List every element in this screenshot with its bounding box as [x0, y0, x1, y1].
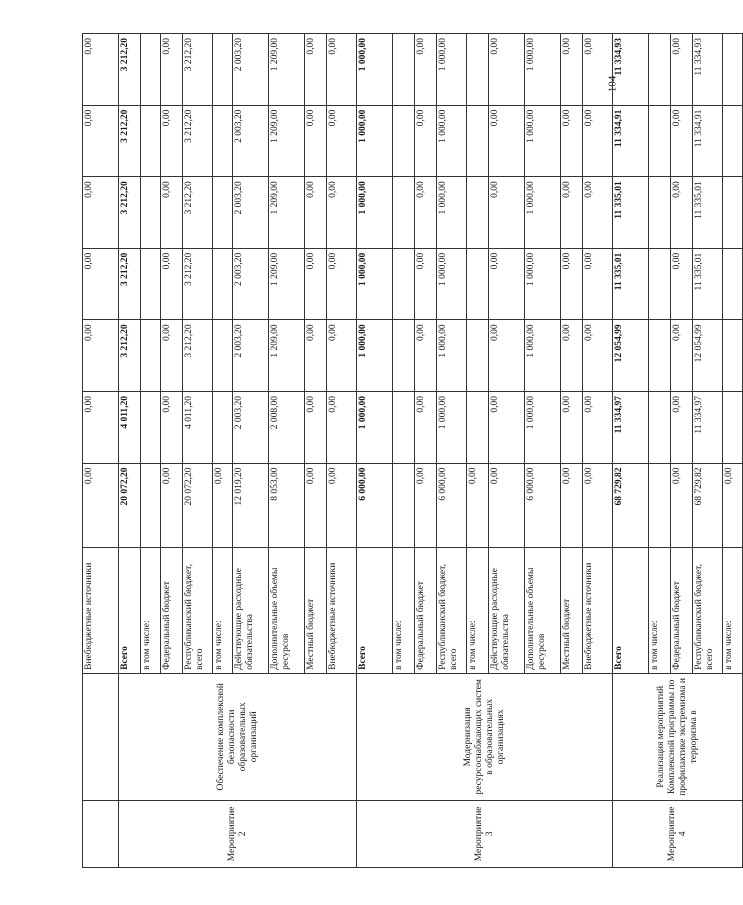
year-amount-cell: [213, 320, 233, 392]
year-amount-cell: 0,00: [489, 248, 525, 320]
activity-code: Мероприятие 3: [357, 800, 613, 867]
year-amount-cell: [723, 105, 743, 177]
year-amount-cell: 3 212,20: [183, 177, 213, 249]
total-amount-cell: [393, 463, 415, 548]
year-amount-cell: 1 000,00: [525, 391, 561, 463]
year-amount-cell: 11 334,91: [613, 105, 649, 177]
year-amount-cell: [467, 34, 489, 106]
year-amount-cell: [723, 391, 743, 463]
funding-source-label: Всего: [357, 548, 393, 674]
total-amount-cell: 0,00: [213, 463, 233, 548]
total-amount-cell: [141, 463, 161, 548]
year-amount-cell: 0,00: [161, 320, 183, 392]
year-amount-cell: [649, 177, 671, 249]
year-amount-cell: 0,00: [161, 105, 183, 177]
year-amount-cell: 3 212,20: [119, 34, 141, 106]
year-amount-cell: 0,00: [583, 177, 613, 249]
year-amount-cell: 0,00: [415, 320, 437, 392]
year-amount-cell: [141, 320, 161, 392]
year-amount-cell: [723, 34, 743, 106]
year-amount-cell: 0,00: [327, 105, 357, 177]
year-amount-cell: [467, 320, 489, 392]
year-amount-cell: 1 000,00: [437, 391, 467, 463]
year-amount-cell: 0,00: [305, 105, 327, 177]
year-amount-cell: 0,00: [83, 34, 119, 106]
year-amount-cell: 0,00: [489, 105, 525, 177]
funding-source-label: в том числе:: [393, 548, 415, 674]
year-amount-cell: 0,00: [489, 34, 525, 106]
year-amount-cell: 0,00: [415, 248, 437, 320]
year-amount-cell: 0,00: [161, 248, 183, 320]
year-amount-cell: 2 003,20: [233, 320, 269, 392]
total-amount-cell: 0,00: [723, 463, 743, 548]
year-amount-cell: 11 334,93: [693, 34, 723, 106]
year-amount-cell: 11 335,01: [693, 177, 723, 249]
total-amount-cell: 68 729,82: [613, 463, 649, 548]
table-row: [613, 34, 649, 868]
funding-source-label: Действующие расходные обязательства: [233, 548, 269, 674]
year-amount-cell: 0,00: [561, 34, 583, 106]
total-amount-cell: 0,00: [467, 463, 489, 548]
total-amount-cell: 0,00: [305, 463, 327, 548]
year-amount-cell: 11 334,91: [693, 105, 723, 177]
year-amount-cell: 0,00: [305, 248, 327, 320]
activity-name: Реализация мероприятий Комплексной программы по профилактике экстремизма и терроризма в: [613, 673, 743, 800]
year-amount-cell: 4 011,20: [119, 391, 141, 463]
year-amount-cell: 0,00: [415, 105, 437, 177]
funding-source-label: Федеральный бюджет: [671, 548, 693, 674]
year-amount-cell: 0,00: [583, 105, 613, 177]
year-amount-cell: 0,00: [305, 177, 327, 249]
year-amount-cell: 0,00: [415, 177, 437, 249]
year-amount-cell: [467, 248, 489, 320]
year-amount-cell: [393, 391, 415, 463]
total-amount-cell: 0,00: [561, 463, 583, 548]
empty-cell: [83, 800, 119, 867]
year-amount-cell: 3 212,20: [119, 105, 141, 177]
year-amount-cell: [467, 105, 489, 177]
year-amount-cell: 0,00: [561, 105, 583, 177]
year-amount-cell: [141, 391, 161, 463]
year-amount-cell: [649, 391, 671, 463]
funding-source-label: Республиканский бюджет, всего: [693, 548, 723, 674]
year-amount-cell: 1 209,00: [269, 320, 305, 392]
funding-source-label: Республиканский бюджет, всего: [437, 548, 467, 674]
total-amount-cell: [649, 463, 671, 548]
funding-source-label: Действующие расходные обязательства: [489, 548, 525, 674]
year-amount-cell: 12 054,99: [613, 320, 649, 392]
year-amount-cell: 3 212,20: [119, 320, 141, 392]
year-amount-cell: 1 000,00: [437, 34, 467, 106]
year-amount-cell: 1 000,00: [525, 177, 561, 249]
year-amount-cell: 3 212,20: [119, 248, 141, 320]
year-amount-cell: [213, 34, 233, 106]
total-amount-cell: 8 053,00: [269, 463, 305, 548]
funding-source-label: Федеральный бюджет: [415, 548, 437, 674]
year-amount-cell: 0,00: [161, 34, 183, 106]
year-amount-cell: 0,00: [489, 320, 525, 392]
year-amount-cell: 12 054,99: [693, 320, 723, 392]
year-amount-cell: 0,00: [489, 177, 525, 249]
year-amount-cell: 0,00: [83, 248, 119, 320]
year-amount-cell: [141, 105, 161, 177]
year-amount-cell: 0,00: [489, 391, 525, 463]
year-amount-cell: 0,00: [583, 34, 613, 106]
year-amount-cell: 0,00: [671, 177, 693, 249]
year-amount-cell: 0,00: [83, 320, 119, 392]
table-row: [83, 34, 119, 868]
funding-source-label: Дополнительные объемы ресурсов: [525, 548, 561, 674]
total-amount-cell: 0,00: [83, 463, 119, 548]
year-amount-cell: 0,00: [83, 177, 119, 249]
year-amount-cell: [649, 105, 671, 177]
year-amount-cell: 11 334,97: [613, 391, 649, 463]
year-amount-cell: 0,00: [327, 391, 357, 463]
year-amount-cell: [393, 34, 415, 106]
year-amount-cell: 1 000,00: [357, 105, 393, 177]
funding-source-label: в том числе:: [467, 548, 489, 674]
year-amount-cell: 0,00: [583, 248, 613, 320]
funding-source-label: в том числе:: [723, 548, 743, 674]
activity-name: Модернизация ресурсоснабжающих систем в образовательных организациях: [357, 673, 613, 800]
year-amount-cell: 0,00: [671, 248, 693, 320]
year-amount-cell: [393, 248, 415, 320]
year-amount-cell: [649, 34, 671, 106]
year-amount-cell: 1 209,00: [269, 34, 305, 106]
funding-source-label: Местный бюджет: [561, 548, 583, 674]
year-amount-cell: [393, 105, 415, 177]
year-amount-cell: 3 212,20: [183, 105, 213, 177]
year-amount-cell: 1 000,00: [437, 248, 467, 320]
year-amount-cell: 0,00: [671, 391, 693, 463]
year-amount-cell: 3 212,20: [119, 177, 141, 249]
total-amount-cell: 0,00: [415, 463, 437, 548]
year-amount-cell: 1 209,00: [269, 177, 305, 249]
year-amount-cell: 0,00: [671, 320, 693, 392]
year-amount-cell: [723, 177, 743, 249]
year-amount-cell: 0,00: [327, 177, 357, 249]
year-amount-cell: [213, 248, 233, 320]
total-amount-cell: 6 000,00: [437, 463, 467, 548]
year-amount-cell: 0,00: [161, 177, 183, 249]
year-amount-cell: [393, 177, 415, 249]
year-amount-cell: 1 000,00: [437, 320, 467, 392]
total-amount-cell: 0,00: [583, 463, 613, 548]
year-amount-cell: 0,00: [561, 177, 583, 249]
year-amount-cell: 1 000,00: [357, 391, 393, 463]
year-amount-cell: 0,00: [327, 34, 357, 106]
year-amount-cell: 0,00: [561, 320, 583, 392]
year-amount-cell: 4 011,20: [183, 391, 213, 463]
year-amount-cell: 0,00: [305, 34, 327, 106]
year-amount-cell: 1 000,00: [357, 320, 393, 392]
year-amount-cell: [393, 320, 415, 392]
year-amount-cell: [141, 34, 161, 106]
year-amount-cell: 11 335,01: [613, 248, 649, 320]
year-amount-cell: 0,00: [305, 320, 327, 392]
year-amount-cell: 3 212,20: [183, 320, 213, 392]
funding-source-label: Федеральный бюджет: [161, 548, 183, 674]
year-amount-cell: 0,00: [161, 391, 183, 463]
year-amount-cell: [649, 248, 671, 320]
year-amount-cell: 1 000,00: [357, 248, 393, 320]
year-amount-cell: [141, 177, 161, 249]
year-amount-cell: 0,00: [327, 248, 357, 320]
total-amount-cell: 20 072,20: [119, 463, 141, 548]
total-amount-cell: 6 000,00: [525, 463, 561, 548]
budget-table: [82, 33, 743, 868]
year-amount-cell: [213, 391, 233, 463]
table-row: [357, 34, 393, 868]
year-amount-cell: 2 003,20: [233, 177, 269, 249]
year-amount-cell: 11 334,93: [613, 34, 649, 106]
year-amount-cell: 1 000,00: [357, 177, 393, 249]
year-amount-cell: 11 335,01: [613, 177, 649, 249]
table-row: [119, 34, 141, 868]
activity-name: Обеспечение комплексной безопасности образовательных организаций: [119, 673, 357, 800]
year-amount-cell: 2 003,20: [233, 391, 269, 463]
year-amount-cell: 2 003,20: [233, 248, 269, 320]
total-amount-cell: 0,00: [489, 463, 525, 548]
year-amount-cell: 0,00: [83, 105, 119, 177]
funding-source-label: Местный бюджет: [305, 548, 327, 674]
year-amount-cell: 1 000,00: [437, 105, 467, 177]
year-amount-cell: 2 003,20: [233, 34, 269, 106]
funding-source-label: Всего: [613, 548, 649, 674]
funding-source-label: Дополнительные объемы ресурсов: [269, 548, 305, 674]
year-amount-cell: 0,00: [671, 34, 693, 106]
year-amount-cell: [723, 320, 743, 392]
year-amount-cell: 0,00: [561, 248, 583, 320]
year-amount-cell: [467, 177, 489, 249]
year-amount-cell: 0,00: [415, 391, 437, 463]
funding-source-label: в том числе:: [649, 548, 671, 674]
year-amount-cell: 2 008,00: [269, 391, 305, 463]
activity-code: Мероприятие 4: [613, 800, 743, 867]
year-amount-cell: [649, 320, 671, 392]
year-amount-cell: 0,00: [583, 391, 613, 463]
total-amount-cell: 0,00: [327, 463, 357, 548]
funding-source-label: Внебюджетные источники: [83, 548, 119, 674]
year-amount-cell: 1 000,00: [525, 248, 561, 320]
total-amount-cell: 12 019,20: [233, 463, 269, 548]
year-amount-cell: 1 209,00: [269, 105, 305, 177]
year-amount-cell: 0,00: [83, 391, 119, 463]
year-amount-cell: 0,00: [583, 320, 613, 392]
year-amount-cell: 0,00: [415, 34, 437, 106]
year-amount-cell: [141, 248, 161, 320]
year-amount-cell: 3 212,20: [183, 34, 213, 106]
year-amount-cell: 0,00: [305, 391, 327, 463]
year-amount-cell: 1 000,00: [525, 105, 561, 177]
total-amount-cell: 0,00: [671, 463, 693, 548]
year-amount-cell: 3 212,20: [183, 248, 213, 320]
funding-source-label: Внебюджетные источники: [583, 548, 613, 674]
year-amount-cell: 1 000,00: [525, 320, 561, 392]
funding-source-label: в том числе:: [213, 548, 233, 674]
total-amount-cell: 68 729,82: [693, 463, 723, 548]
year-amount-cell: 1 000,00: [437, 177, 467, 249]
total-amount-cell: 20 072,20: [183, 463, 213, 548]
year-amount-cell: [213, 105, 233, 177]
year-amount-cell: 1 000,00: [357, 34, 393, 106]
year-amount-cell: 2 003,20: [233, 105, 269, 177]
year-amount-cell: [213, 177, 233, 249]
year-amount-cell: 0,00: [561, 391, 583, 463]
total-amount-cell: 0,00: [161, 463, 183, 548]
year-amount-cell: 11 335,01: [693, 248, 723, 320]
funding-source-label: в том числе:: [141, 548, 161, 674]
funding-source-label: Внебюджетные источники: [327, 548, 357, 674]
funding-source-label: Республиканский бюджет, всего: [183, 548, 213, 674]
year-amount-cell: 1 209,00: [269, 248, 305, 320]
year-amount-cell: 11 334,97: [693, 391, 723, 463]
funding-source-label: Всего: [119, 548, 141, 674]
page-number: 104: [606, 75, 619, 93]
total-amount-cell: 6 000,00: [357, 463, 393, 548]
year-amount-cell: 0,00: [671, 105, 693, 177]
year-amount-cell: 0,00: [327, 320, 357, 392]
year-amount-cell: [723, 248, 743, 320]
activity-code: Мероприятие 2: [119, 800, 357, 867]
year-amount-cell: 1 000,00: [525, 34, 561, 106]
year-amount-cell: [467, 391, 489, 463]
empty-cell: [83, 673, 119, 800]
